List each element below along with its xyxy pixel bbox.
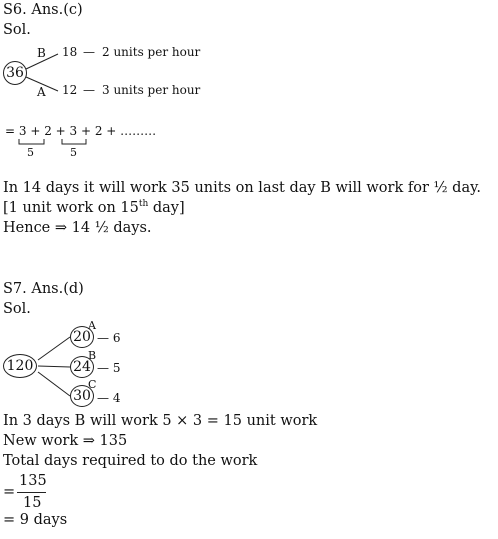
s6-branch-a-dash: — [83,83,95,97]
s7-node-c-circle: 30 [70,385,94,407]
s6-line-2-post: day] [148,200,185,216]
s7-node-a-label: A [88,319,96,332]
s6-line-3: Hence ⇒ 14 ½ days. [3,220,152,236]
s6-branch-b-label: B [37,46,46,60]
s6-line-1: In 14 days it will work 35 units on last day B will work for ½ day. [3,180,481,196]
s7-fraction-equals: = [3,484,16,500]
s6-branch-b-text: 2 units per hour [102,45,201,59]
s7-fraction-denominator: 15 [23,495,42,511]
s7-heading: S7. Ans.(d) [3,281,84,297]
s6-line-2-sup: th [138,199,149,210]
s7-line-1: In 3 days B will work 5 × 3 = 15 unit work [3,413,318,429]
s7-node-c-label: C [88,378,97,391]
s7-sol-label: Sol. [3,301,31,317]
s7-node-b-rate: — 5 [97,361,121,375]
s6-line-2 [3,199,185,217]
s7-line-4: = 9 days [3,512,68,528]
s6-brace-1-sum: 5 [27,146,34,159]
s6-branch-a-text: 3 units per hour [102,83,201,97]
s7-node-b-circle: 24 [70,356,94,378]
s7-fraction-bar [17,492,46,493]
s6-total-circle: 36 [3,61,27,85]
s7-node-a-circle: 20 [70,326,94,348]
s6-sol-label: Sol. [3,22,31,38]
s7-fraction-numerator: 135 [19,473,47,489]
s6-sequence: = 3 + 2 + 3 + 2 + ……… [5,124,157,138]
s7-line-3: Total days required to do the work [3,453,258,469]
s7-node-a-rate: — 6 [97,331,121,345]
s6-branch-a-value: 12 [62,83,78,97]
s6-heading: S6. Ans.(c) [3,2,83,18]
s6-branch-b-value: 18 [62,45,78,59]
s7-total-circle: 120 [3,354,37,378]
s7-node-c-rate: — 4 [97,391,121,405]
s6-branch-a-label: A [37,85,46,99]
s6-brace-2-sum: 5 [70,146,77,159]
s7-line-2: New work ⇒ 135 [3,433,128,449]
s6-line-2-pre: [1 unit work on 15 [3,200,139,216]
s6-branch-b-dash: — [83,45,95,59]
s7-node-b-label: B [88,349,97,362]
